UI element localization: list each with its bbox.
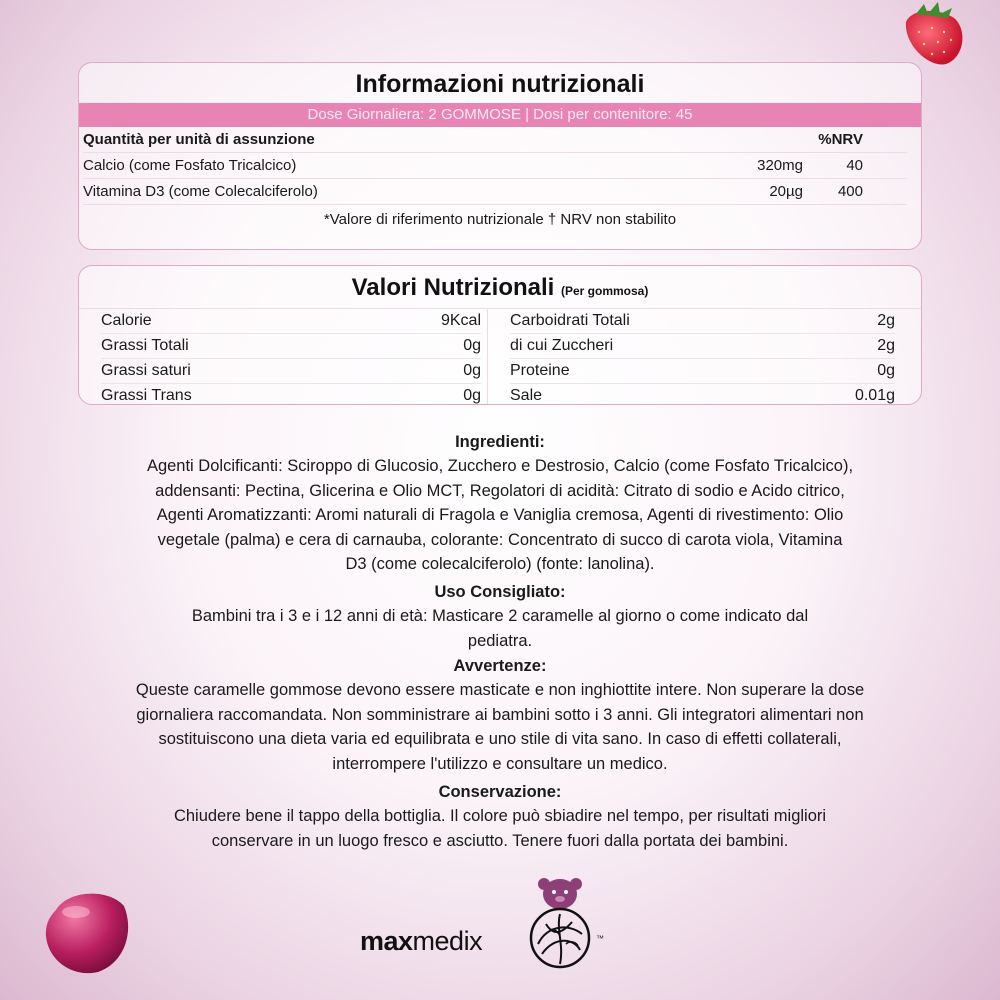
nrv-footnote: *Valore di riferimento nutrizionale † NRV non stabilito	[323, 211, 677, 228]
nrv-header-label: Quantità per unità di assunzione	[83, 131, 315, 148]
usage-section	[60, 580, 940, 653]
brand-name	[360, 926, 482, 957]
nutrient-name: Calcio (come Fosfato Tricalcico)	[83, 157, 297, 174]
table-row	[101, 334, 481, 359]
value-amount: 0g	[463, 337, 481, 354]
nutrient-amount: 20µg	[769, 183, 803, 200]
value-label: di cui Zuccheri	[510, 337, 614, 354]
nutritional-values-panel	[78, 265, 922, 405]
strawberry-icon	[894, 0, 974, 70]
ingredients-line: Agenti Aromatizzanti: Aromi naturali di Fragola e Vaniglia cremosa, Agenti di rivestimento: Olio	[156, 506, 844, 524]
nutritional-values-grid	[79, 308, 921, 405]
table-row	[510, 334, 895, 359]
table-row	[510, 359, 895, 384]
ingredients-line: D3 (come colecalciferolo) (fonte: lanolina).	[345, 555, 655, 573]
nutrition-info-title: Informazioni nutrizionali	[355, 70, 645, 98]
ingredients-section	[60, 430, 940, 577]
nutrient-amount: 320mg	[757, 157, 803, 174]
table-row	[510, 384, 895, 405]
warnings-line: interrompere l'utilizzo e consultare un medico.	[332, 754, 668, 773]
table-row	[101, 384, 481, 405]
value-amount: 9Kcal	[440, 312, 481, 329]
warnings-title: Avvertenze:	[453, 657, 547, 675]
nutritional-values-left-column	[101, 309, 481, 405]
ingredients-title: Ingredienti:	[455, 433, 545, 451]
table-row	[101, 359, 481, 384]
brand-name-regular: medix	[412, 926, 483, 956]
bear-emblem-icon	[520, 874, 600, 974]
table-row	[83, 153, 907, 179]
value-amount: 0.01g	[854, 387, 895, 404]
storage-line: Chiudere bene il tappo della bottiglia. Il colore può sbiadire nel tempo, per risultati migliori	[173, 807, 827, 825]
warnings-line: sostituiscono una dieta varia ed equilibrata e uno stile di vita sano. In caso di effetti collaterali,	[158, 730, 842, 748]
ingredients-line: addensanti: Pectina, Glicerina e Olio MCT, Regolatori di acidità: Citrato di sodio e Acido citrico,	[155, 481, 845, 500]
usage-line: pediatra.	[467, 631, 533, 650]
value-amount: 0g	[463, 387, 481, 404]
warnings-line: giornaliera raccomandata. Non somministrare ai bambini sotto i 3 anni. Gli integratori alimentari non	[136, 705, 864, 724]
storage-line: conservare in un luogo fresco e asciutto. Tenere fuori dalla portata dei bambini.	[211, 831, 789, 850]
usage-title: Uso Consigliato:	[434, 583, 566, 601]
value-label: Grassi Trans	[101, 387, 192, 404]
value-label: Grassi saturi	[101, 362, 191, 379]
ingredients-line: vegetale (palma) e cera di carnauba, colorante: Concentrato di succo di carota viola, Vitamina	[157, 530, 843, 549]
storage-title: Conservazione:	[438, 783, 562, 801]
nutritional-values-heading	[79, 266, 921, 308]
value-amount: 2g	[877, 312, 895, 329]
value-label: Sale	[510, 387, 543, 404]
nutrient-nrv: 400	[837, 183, 863, 200]
dose-bar: Dose Giornaliera: 2 GOMMOSE | Dosi per contenitore: 45	[79, 103, 921, 127]
gummy-candy-icon	[38, 880, 138, 980]
value-amount: 0g	[877, 362, 895, 379]
nrv-header-percent: %NRV	[818, 131, 863, 148]
brand-name-bold: max	[360, 926, 413, 956]
table-row	[83, 179, 907, 205]
value-label: Calorie	[101, 312, 152, 329]
warnings-line: Queste caramelle gommose devono essere masticate e non inghiottite intere. Non superare la dose	[135, 681, 865, 699]
warnings-section	[60, 654, 940, 776]
value-amount: 2g	[877, 337, 895, 354]
usage-line: Bambini tra i 3 e i 12 anni di età: Masticare 2 caramelle al giorno o come indicato dal	[191, 607, 809, 625]
table-row	[101, 309, 481, 334]
value-label: Carboidrati Totali	[510, 312, 630, 329]
table-row	[510, 309, 895, 334]
brand-logo	[360, 874, 630, 974]
value-amount: 0g	[463, 362, 481, 379]
storage-section	[60, 780, 940, 853]
nutrient-name: Vitamina D3 (come Colecalciferolo)	[83, 183, 318, 200]
value-label: Grassi Totali	[101, 337, 189, 354]
nutritional-values-right-column	[487, 309, 895, 405]
nrv-header-row	[83, 127, 907, 153]
trademark: ™	[596, 934, 604, 943]
nutritional-values-subtitle: (Per gommosa)	[561, 284, 649, 298]
nrv-table	[79, 127, 921, 205]
nutrition-info-panel	[78, 62, 922, 250]
ingredients-line: Agenti Dolcificanti: Sciroppo di Glucosio, Zucchero e Destrosio, Calcio (come Fosfato Tricalcico),	[146, 457, 854, 475]
value-label: Proteine	[510, 362, 570, 379]
nutritional-values-title: Valori Nutrizionali	[351, 274, 555, 301]
nutrient-nrv: 40	[846, 157, 863, 174]
